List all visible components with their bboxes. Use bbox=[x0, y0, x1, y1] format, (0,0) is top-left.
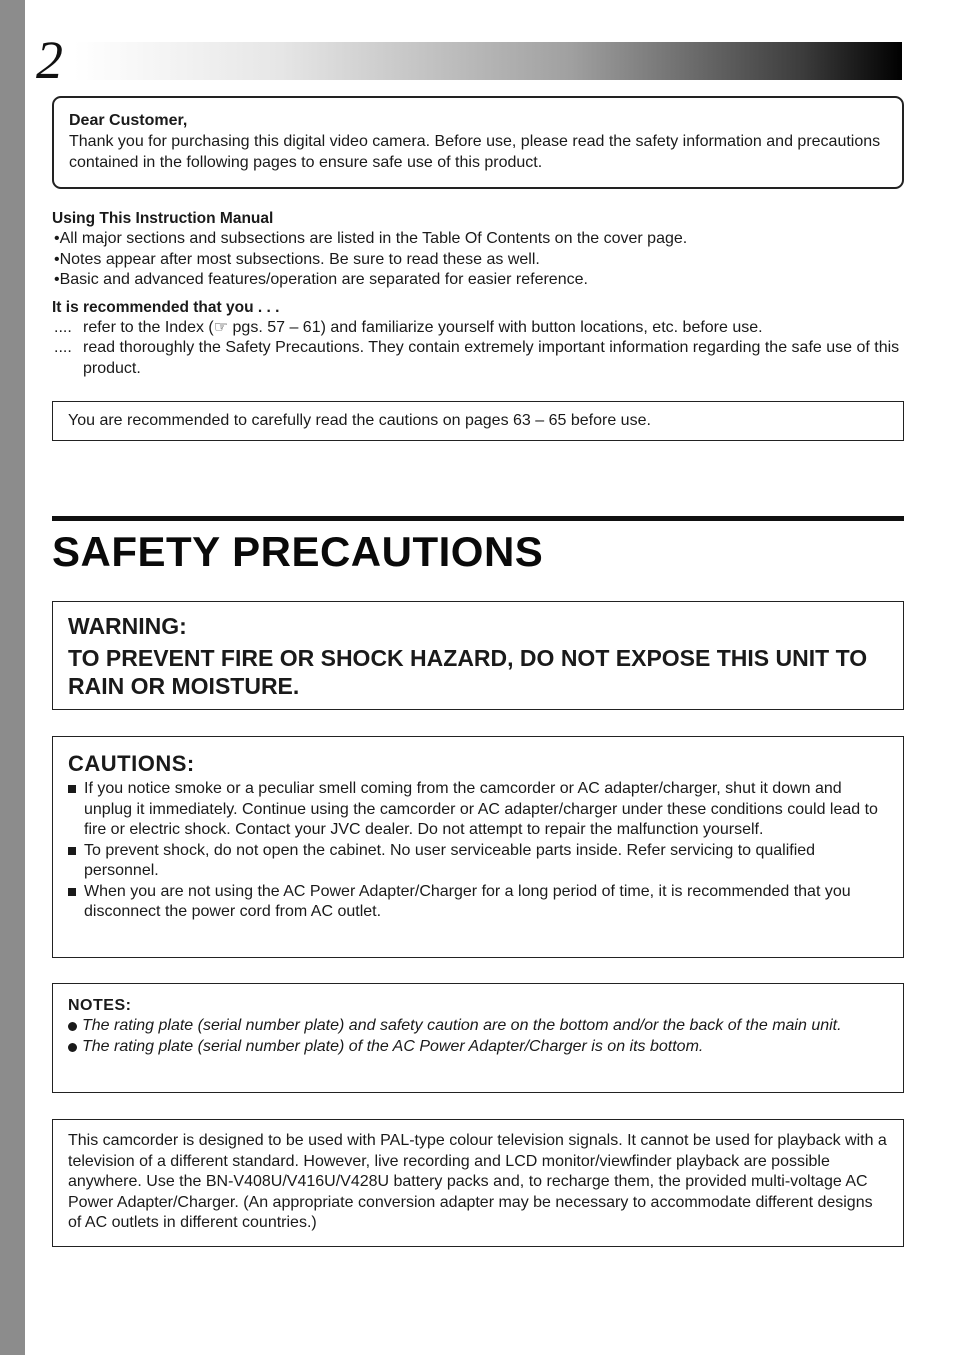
caution-item-text: If you notice smoke or a peculiar smell coming from the camcorder or AC adapter/charger, shut it down and unplug it immediately. Continue using the camcorder or AC adapter/charger under these conditions could lead to fire or electric shock. Contact your JVC dealer. Do not attempt to repair the malfunction yourself. bbox=[84, 780, 878, 838]
note-item bbox=[68, 1037, 888, 1058]
recommend-item bbox=[52, 338, 904, 379]
black-square-icon bbox=[68, 888, 76, 896]
notes-box bbox=[52, 983, 904, 1093]
recommend-item bbox=[52, 318, 904, 339]
black-circle-bullet-icon bbox=[68, 1043, 77, 1052]
caution-item bbox=[68, 841, 888, 882]
leader-dots: .... bbox=[54, 339, 72, 356]
notes-heading: NOTES: bbox=[68, 997, 132, 1014]
manual-bullet: •Notes appear after most subsections. Be sure to read these as well. bbox=[54, 250, 540, 268]
manual-usage-section bbox=[52, 208, 904, 379]
caution-item bbox=[68, 779, 888, 841]
black-square-icon bbox=[68, 847, 76, 855]
pal-notice-box: This camcorder is designed to be used with PAL-type colour television signals. It cannot be used for playback with a television of a different standard. However, live recording and LCD monitor/viewfinder playback are possible anywhere. Use the BN-V408U/V416U/V428U battery packs and, to recharge them, the provided multi-voltage AC Power Adapter/Charger. (An appropriate conversion adapter may be necessary to accommodate different designs of AC outlets in different countries.) bbox=[52, 1119, 904, 1247]
cautions-reference-box: You are recommended to carefully read the cautions on pages 63 – 65 before use. bbox=[52, 401, 904, 441]
caution-item-text: To prevent shock, do not open the cabinet. No user serviceable parts inside. Refer servicing to qualified personnel. bbox=[84, 841, 816, 879]
warning-text: TO PREVENT FIRE OR SHOCK HAZARD, DO NOT EXPOSE THIS UNIT TO RAIN OR MOISTURE. bbox=[68, 645, 868, 699]
header-gradient-bar bbox=[74, 42, 902, 80]
note-item bbox=[68, 1016, 888, 1037]
note-item-text: The rating plate (serial number plate) of the AC Power Adapter/Charger is on its bottom. bbox=[82, 1037, 704, 1055]
recommend-heading: It is recommended that you . . . bbox=[52, 298, 280, 316]
note-item-text: The rating plate (serial number plate) and safety caution are on the bottom and/or the back of the main unit. bbox=[82, 1017, 842, 1034]
recommend-item-text: read thoroughly the Safety Precautions. They contain extremely important information regarding the safe use of this product. bbox=[83, 339, 900, 377]
dear-customer-title: Dear Customer, bbox=[69, 112, 188, 129]
warning-box bbox=[52, 601, 904, 710]
page-edge-strip bbox=[0, 0, 25, 1355]
cautions-heading: CAUTIONS: bbox=[68, 751, 195, 776]
leader-dots: .... bbox=[54, 318, 72, 336]
caution-item-text: When you are not using the AC Power Adapter/Charger for a long period of time, it is recommended that you disconnect the power cord from AC outlet. bbox=[84, 882, 851, 920]
black-circle-bullet-icon bbox=[68, 1022, 77, 1031]
section-title: SAFETY PRECAUTIONS bbox=[52, 528, 544, 575]
section-title-rule bbox=[52, 516, 904, 521]
manual-bullet: •Basic and advanced features/operation are separated for easier reference. bbox=[54, 271, 588, 288]
page-number: 2 bbox=[36, 30, 63, 90]
cautions-box bbox=[52, 736, 904, 958]
black-square-icon bbox=[68, 785, 76, 793]
manual-bullet: •All major sections and subsections are listed in the Table Of Contents on the cover page. bbox=[54, 230, 688, 247]
dear-customer-box bbox=[52, 96, 904, 189]
manual-usage-heading: Using This Instruction Manual bbox=[52, 210, 274, 227]
warning-heading: WARNING: bbox=[68, 613, 187, 639]
caution-item bbox=[68, 882, 888, 923]
dear-customer-body: Thank you for purchasing this digital video camera. Before use, please read the safety information and precautions contained in the following pages to ensure safe use of this product. bbox=[69, 133, 881, 171]
recommend-item-text: refer to the Index (☞ pgs. 57 – 61) and familiarize yourself with button locations, etc. before use. bbox=[83, 318, 763, 336]
